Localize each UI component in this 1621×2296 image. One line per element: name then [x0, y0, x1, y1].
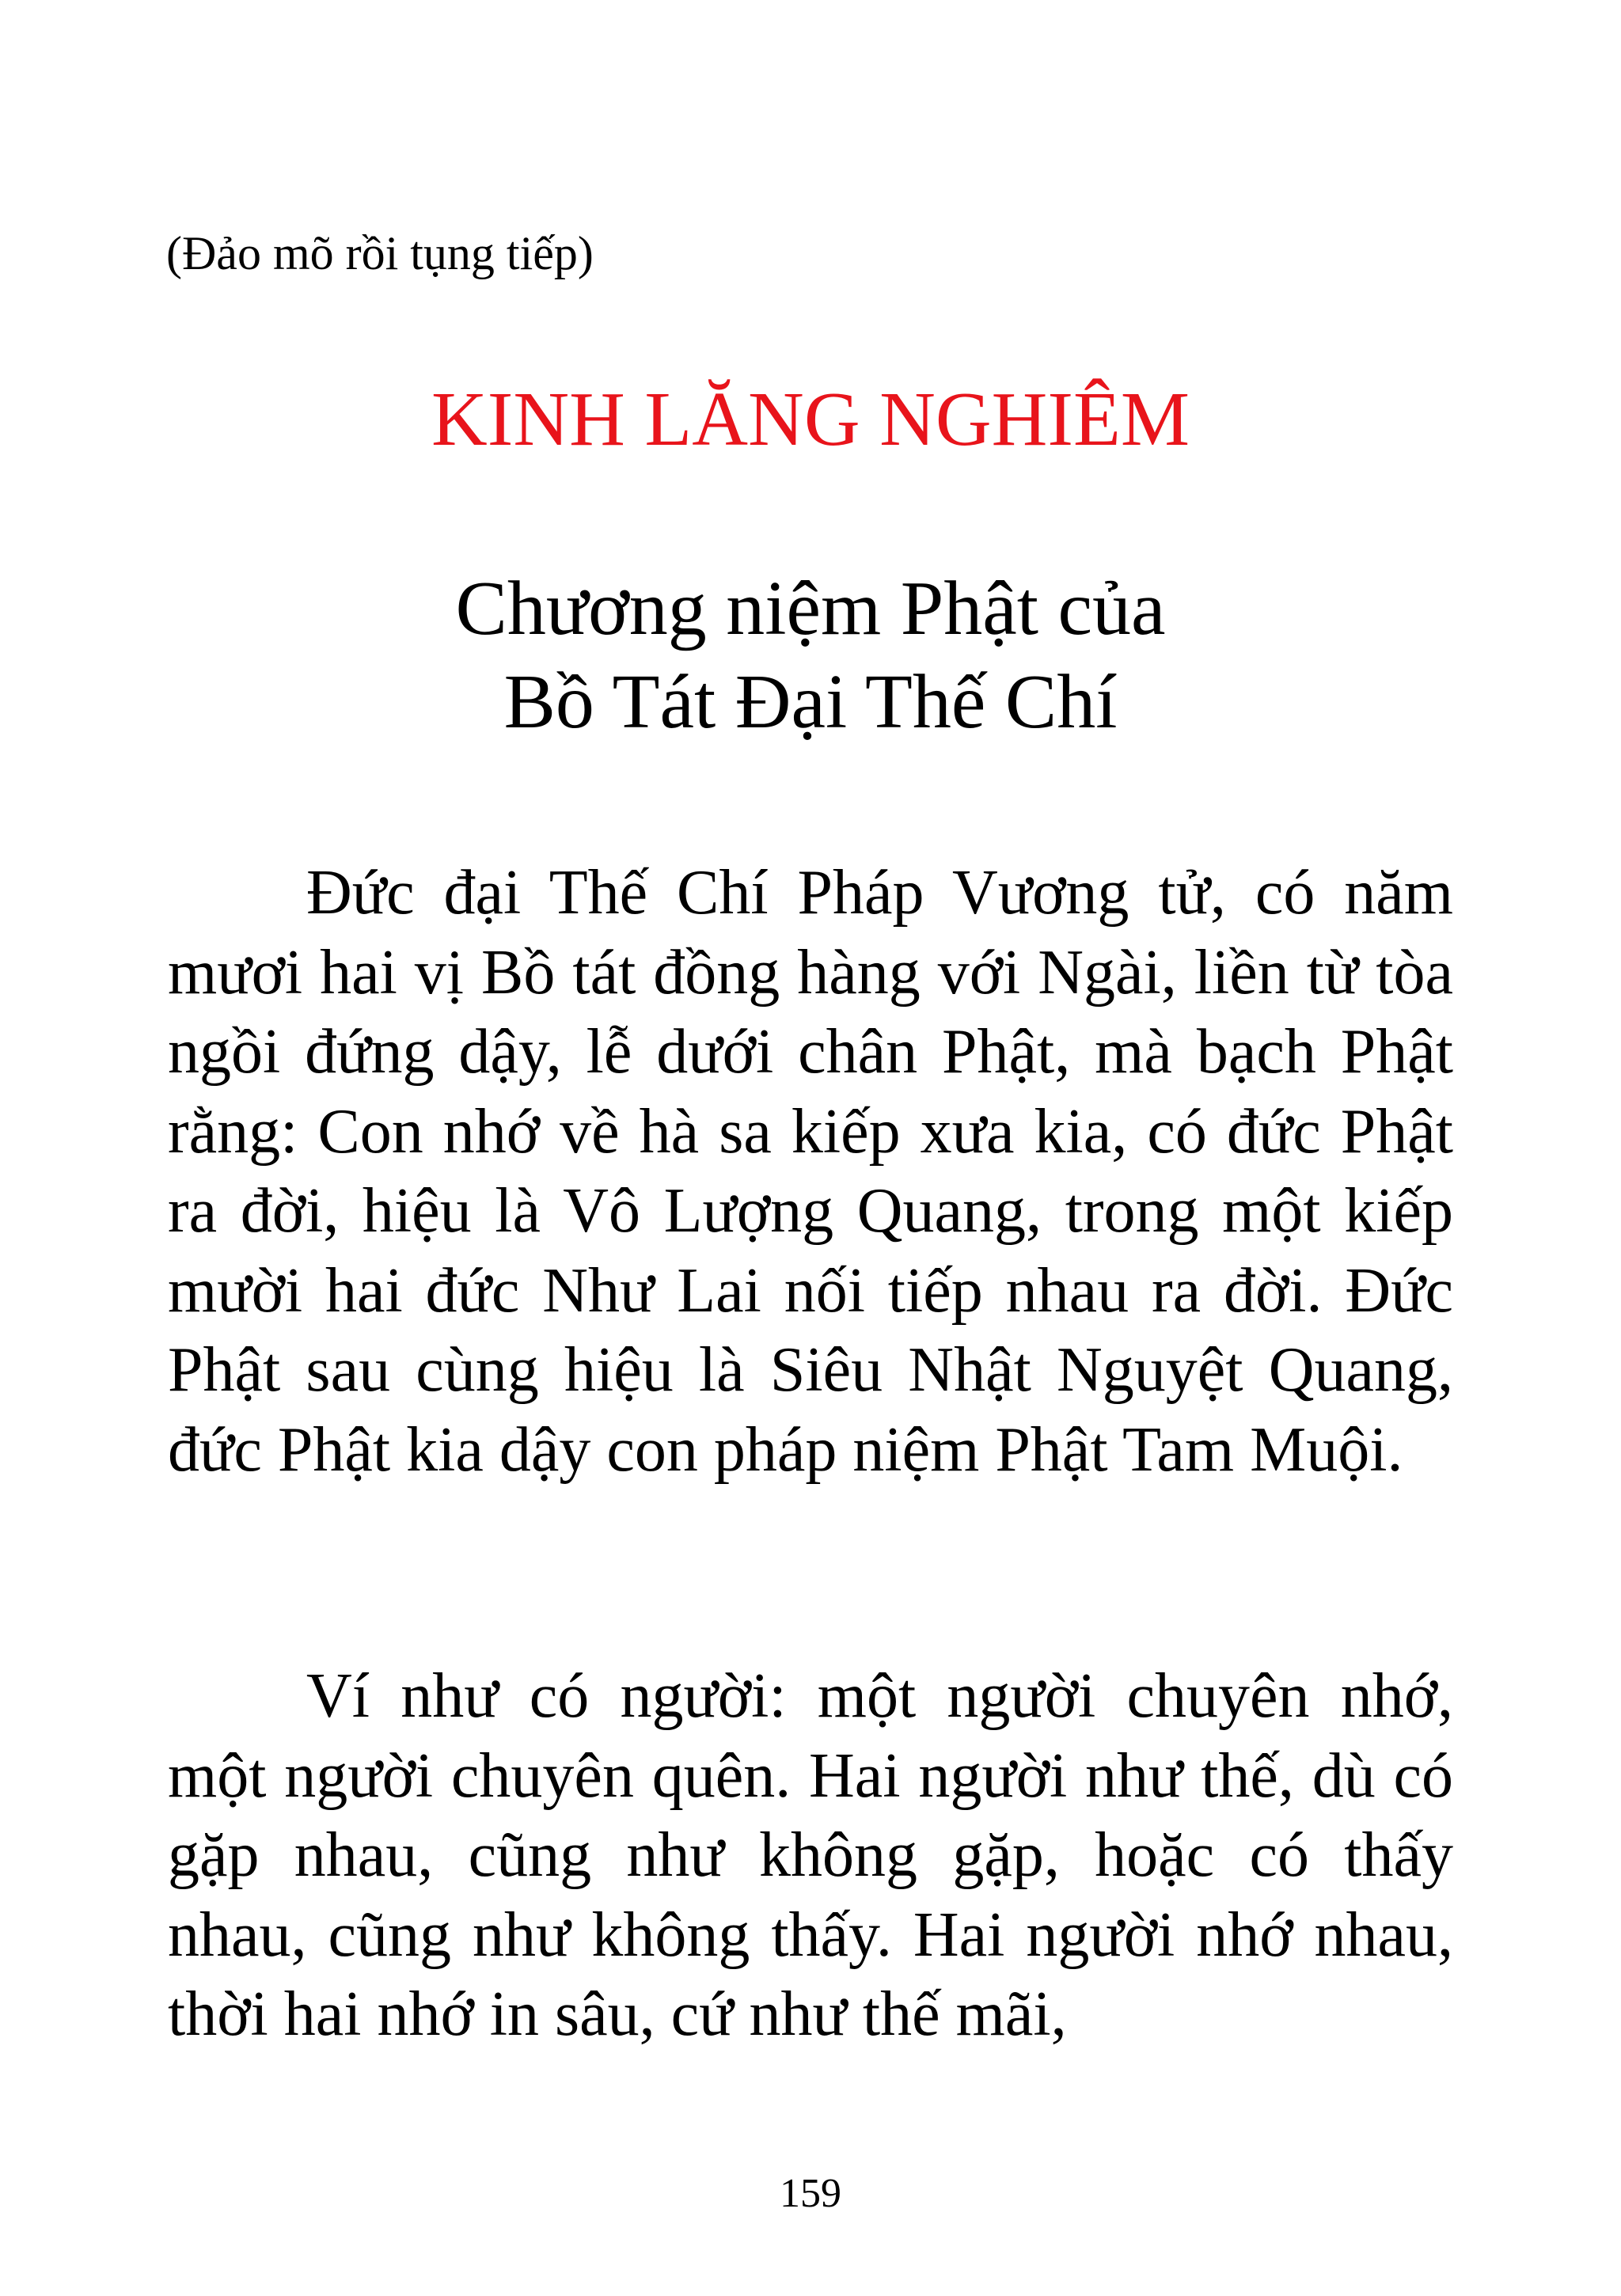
chapter-subtitle	[0, 562, 1621, 749]
page-number: 159	[780, 2171, 841, 2216]
body-paragraph-2: Ví như có người: một người chuyên nhớ, một người chuyên quên. Hai người như thế, dù có gặp nhau, cũng như không gặp, hoặc có thấy nhau, cũng như không thấy. Hai người nhớ nhau, thời hai nhớ in sâu, cứ như thế mãi,	[168, 1661, 1453, 2049]
sutra-title: KINH LĂNG NGHIÊM	[431, 377, 1190, 462]
chapter-subtitle-line-2: Bồ Tát Đại Thế Chí	[503, 659, 1118, 745]
chapter-subtitle-line-1: Chương niệm Phật của	[455, 566, 1166, 651]
body-paragraph-1: Đức đại Thế Chí Pháp Vương tử, có năm mươi hai vị Bồ tát đồng hàng với Ngài, liền từ tòa ngồi đứng dậy, lễ dưới chân Phật, mà bạch Phật rằng: Con nhớ về hà sa kiếp xưa kia, có đức Phật ra đời, hiệu là Vô Lượng Quang, trong một kiếp mười hai đức Như Lai nối tiếp nhau ra đời. Đức Phật sau cùng hiệu là Siêu Nhật Nguyệt Quang, đức Phật kia dậy con pháp niệm Phật Tam Muội.	[168, 858, 1453, 1485]
chanting-instruction-note: (Đảo mõ rồi tụng tiếp)	[166, 227, 594, 279]
